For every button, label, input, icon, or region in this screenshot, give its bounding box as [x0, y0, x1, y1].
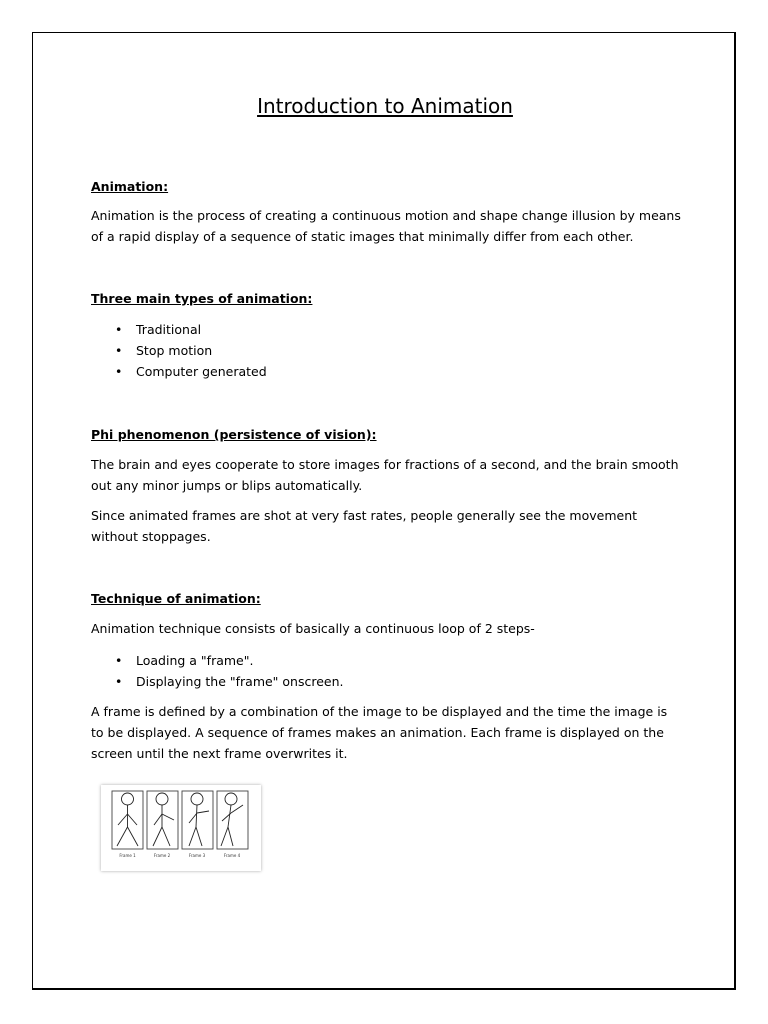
frame-1-label: Frame 1 — [119, 853, 136, 858]
animation-definition-paragraph: Animation is the process of creating a continuous motion and shape change illusion by means of a rapid display of a sequence of static images that minimally differ from each other. — [91, 208, 681, 244]
frame-4-head — [225, 793, 237, 805]
bullet-icon: • — [115, 343, 123, 358]
section-heading-animation: Animation: — [91, 179, 169, 194]
frame-definition-paragraph: A frame is defined by a combination of the image to be displayed and the time the image is to be displayed. A sequence of frames makes an animation. Each frame is displayed on the screen until the next frame overwrites it. — [91, 704, 668, 761]
technique-intro: Animation technique consists of basically a continuous loop of 2 steps- — [91, 621, 535, 636]
frame-4-label: Frame 4 — [223, 853, 241, 858]
bullet-icon: • — [115, 674, 123, 689]
bullet-icon: • — [115, 322, 123, 337]
section-heading-technique: Technique of animation: — [91, 591, 261, 606]
frame-3-box — [182, 791, 213, 849]
document-page — [32, 32, 736, 990]
list-item: • Displaying the "frame" onscreen. — [91, 671, 344, 692]
bullet-icon: • — [115, 364, 123, 379]
frame-2-label: Frame 2 — [153, 853, 171, 858]
frame-3-head — [191, 793, 203, 805]
bullet-icon: • — [115, 653, 123, 668]
phi-paragraph-1: The brain and eyes cooperate to store images for fractions of a second, and the brain smooth out any minor jumps or blips automatically. — [91, 457, 679, 493]
frame-2-head — [156, 793, 168, 805]
section-heading-phi: Phi phenomenon (persistence of vision): — [91, 427, 377, 442]
frame-4-box — [217, 791, 248, 849]
document-title: Introduction to Animation — [257, 94, 513, 118]
animation-frames-figure — [101, 785, 261, 871]
list-item: • Stop motion — [91, 340, 267, 361]
stick-figure-frames-illustration — [101, 785, 261, 871]
animation-types-list — [91, 319, 267, 382]
frame-1-head — [122, 793, 134, 805]
list-item: • Computer generated — [91, 361, 267, 382]
section-heading-types: Three main types of animation: — [91, 291, 313, 306]
frame-3-label: Frame 3 — [188, 853, 206, 858]
technique-steps-list — [91, 650, 344, 692]
phi-paragraph-2: Since animated frames are shot at very fast rates, people generally see the movement without stoppages. — [91, 508, 638, 544]
list-item: • Traditional — [91, 319, 267, 340]
list-item: • Loading a "frame". — [91, 650, 344, 671]
